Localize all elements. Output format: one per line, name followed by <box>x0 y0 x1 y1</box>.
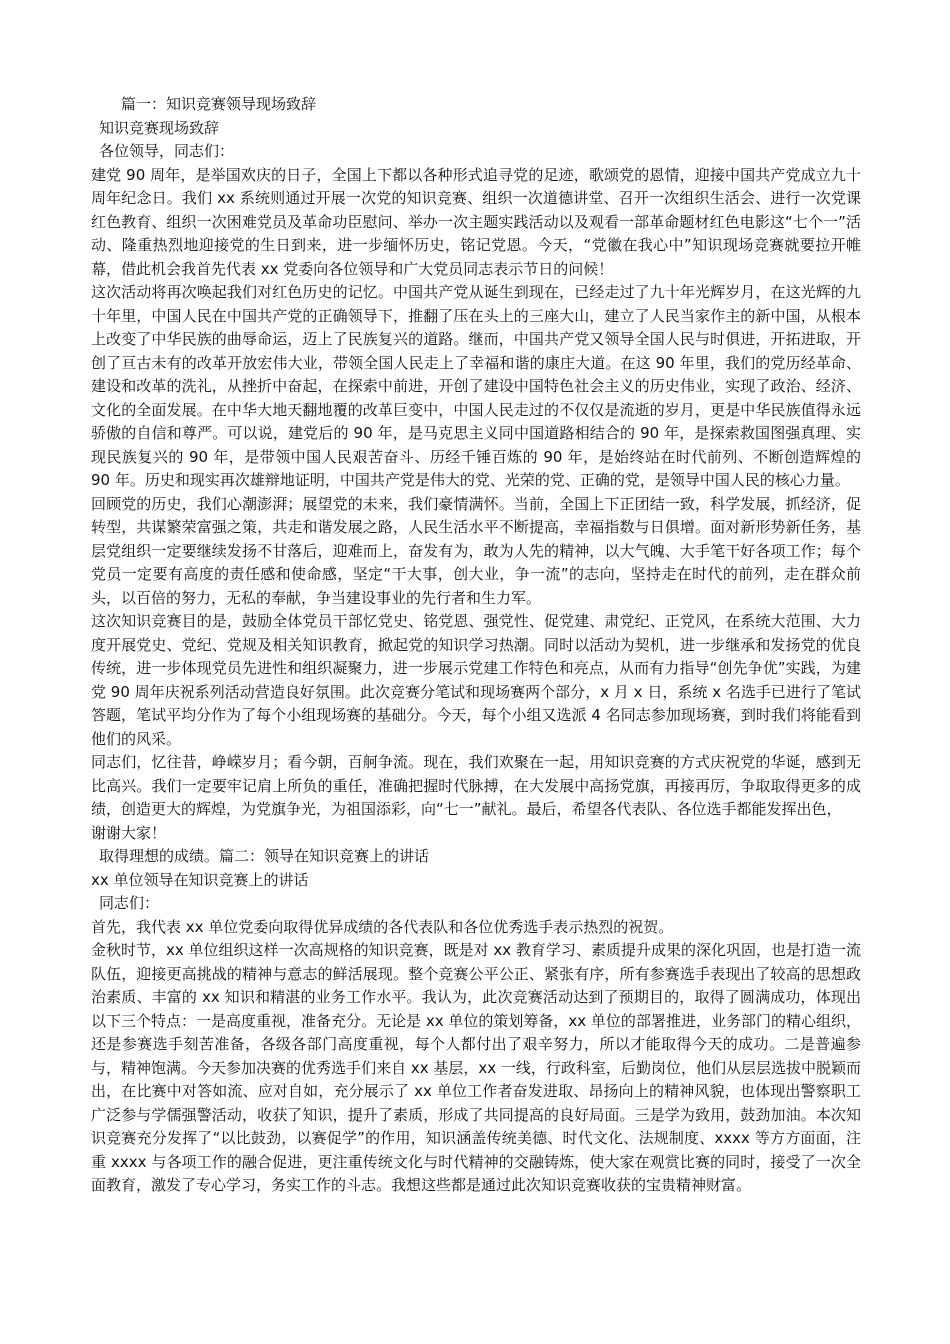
paragraph: 建党 90 周年，是举国欢庆的日子，全国上下都以各种形式追寻党的足迹，歌颂党的恩情，迎接中国共产党成立九十周年纪念日。我们 xx 系统则通过开展一次党的知识竞赛、组织一次道德讲堂、召开一次组织生活会、进行一次党课红色教育、组织一次困难党员及革命功臣慰问、举办一次主题实践活动以及观看一部革命题材红色电影这“七个一”活动、隆重热烈地迎接党的生日到来，进一步缅怀历史，铭记党恩。今天，“党徽在我心中”知识现场竞赛就要拉开帷幕，借此机会我首先代表 xx 党委向各位领导和广大党员同志表示节日的问候！ <box>91 165 861 278</box>
paragraph: 回顾党的历史，我们心潮澎湃；展望党的未来，我们豪情满怀。当前，全国上下正团结一致，科学发展，抓经济，促转型，共谋繁荣富强之策，共走和谐发展之路，人民生活水平不断提高，幸福指数与日俱增。面对新形势新任务，基层党组织一定要继续发扬不甘落后，迎难而上，奋发有为，敢为人先的精神，以大气魄、大手笔干好各项工作；每个党员一定要有高度的责任感和使命感，坚定“干大事，创大业，争一流”的志向，坚持走在时代的前列，走在群众前头，以百倍的努力，无私的奉献，争当建设事业的先行者和生力军。 <box>91 494 861 607</box>
salutation-2: 同志们： <box>99 894 160 912</box>
paragraph: 首先，我代表 xx 单位党委向取得优异成绩的各代表队和各位优秀选手表示热烈的祝贺。 <box>91 917 674 936</box>
document-body <box>91 93 861 1198</box>
paragraph: 同志们，忆往昔，峥嵘岁月；看今朝，百舸争流。现在，我们欢聚在一起，用知识竞赛的方式庆祝党的华诞，感到无比高兴。我们一定要牢记肩上所负的重任，准确把握时代脉搏，在大发展中高扬党旗，再接再厉，争取取得更多的成绩，创造更大的辉煌，为党旗争光，为祖国添彩，向“七一”献礼。最后，希望各代表队、各位选手都能发挥出色， <box>91 753 861 818</box>
section-title-2: 取得理想的成绩。篇二：领导在知识竞赛上的讲话 <box>99 847 430 865</box>
closing-thanks: 谢谢大家！ <box>91 823 167 842</box>
speech-title-1: 知识竞赛现场致辞 <box>99 118 220 137</box>
speech-title-2: xx 单位领导在知识竞赛上的讲话 <box>91 870 309 889</box>
paragraph: 金秋时节，xx 单位组织这样一次高规格的知识竞赛，既是对 xx 教育学习、素质提升成果的深化巩固，也是打造一流队伍，迎接更高挑战的精神与意志的鲜活展现。整个竞赛公平公正、紧张有序，所有参赛选手表现出了较高的思想政治素质、丰富的 xx 知识和精湛的业务工作水平。我认为，此次竞赛活动达到了预期目的，取得了圆满成功，体现出以下三个特点：一是高度重视，准备充分。无论是 xx 单位的策划筹备，xx 单位的部署推进，业务部门的精心组织，还是参赛选手刻苦准备，各级各部门高度重视，每个人都付出了艰辛努力，所以才能取得今天的成功。二是普遍参与，精神饱满。今天参加决赛的优秀选手们来自 xx 基层，xx 一线，行政科室，后勤岗位，他们从层层选拔中脱颖而出，在比赛中对答如流、应对自如，充分展示了 xx 单位工作者奋发进取、昂扬向上的精神风貌，也体现出警察职工广泛参与学儒强警活动，收获了知识，提升了素质，形成了共同提高的良好局面。三是学为致用，鼓劲加油。本次知识竞赛充分发挥了“以比鼓劲，以赛促学”的作用，知识涵盖传统美德、时代文化、法规制度、xxxx 等方方面面，注重 xxxx 与各项工作的融合促进，更注重传统文化与时代精神的交融铸炼，使大家在观赏比赛的同时，接受了一次全面教育，激发了专心学习，务实工作的斗志。我想这些都是通过此次知识竞赛收获的宝贵精神财富。 <box>91 941 861 1194</box>
paragraph: 这次知识竞赛目的是，鼓励全体党员干部忆党史、铭党恩、强党性、促党建、肃党纪、正党风，在系统大范围、大力度开展党史、党纪、党规及相关知识教育，掀起党的知识学习热潮。同时以活动为契机，进一步继承和发扬党的优良传统，进一步体现党员先进性和组织凝聚力，进一步展示党建工作特色和亮点，从而有力指导“创先争优”实践，为建党 90 周年庆祝系列活动营造良好氛围。此次竞赛分笔试和现场赛两个部分，x 月 x 日，系统 x 名选手已进行了笔试答题，笔试平均分作为了每个小组现场赛的基础分。今天，每个小组又选派 4 名同志参加现场赛，到时我们将能看到他们的风采。 <box>91 612 861 748</box>
salutation-1: 各位领导，同志们： <box>99 142 235 160</box>
paragraph: 这次活动将再次唤起我们对红色历史的记忆。中国共产党从诞生到现在，已经走过了九十年光辉岁月，在这光辉的九十年里，中国人民在中国共产党的正确领导下，推翻了压在头上的三座大山，建立了人民当家作主的新中国，从根本上改变了中华民族的曲辱命运，迈上了民族复兴的道路。继而，中国共产党又领导全国人民与时俱进，开拓进取，开创了亘古未有的改革开放宏伟大业，带领全国人民走上了幸福和谐的康庄大道。在这 90 年里，我们的党历经革命、建设和改革的洗礼，从挫折中奋起，在探索中前进，开创了建设中国特色社会主义的历史伟业，实现了政治、经济、文化的全面发展。在中华大地天翻地覆的改革巨变中，中国人民走过的不仅仅是流逝的岁月，更是中华民族值得永远骄傲的自信和尊严。可以说，建党后的 90 年，是马克思主义同中国道路相结合的 90 年，是探索救国图强真理、实现民族复兴的 90 年，是带领中国人民艰苦奋斗、历经千锤百炼的 90 年，是始终站在时代前列、不断创造辉煌的 90 年。历史和现实再次雄辩地证明，中国共产党是伟大的党、光荣的党、正确的党，是领导中国人民的核心力量。 <box>91 283 861 489</box>
section-title-1: 篇一：知识竞赛领导现场致辞 <box>121 95 317 113</box>
